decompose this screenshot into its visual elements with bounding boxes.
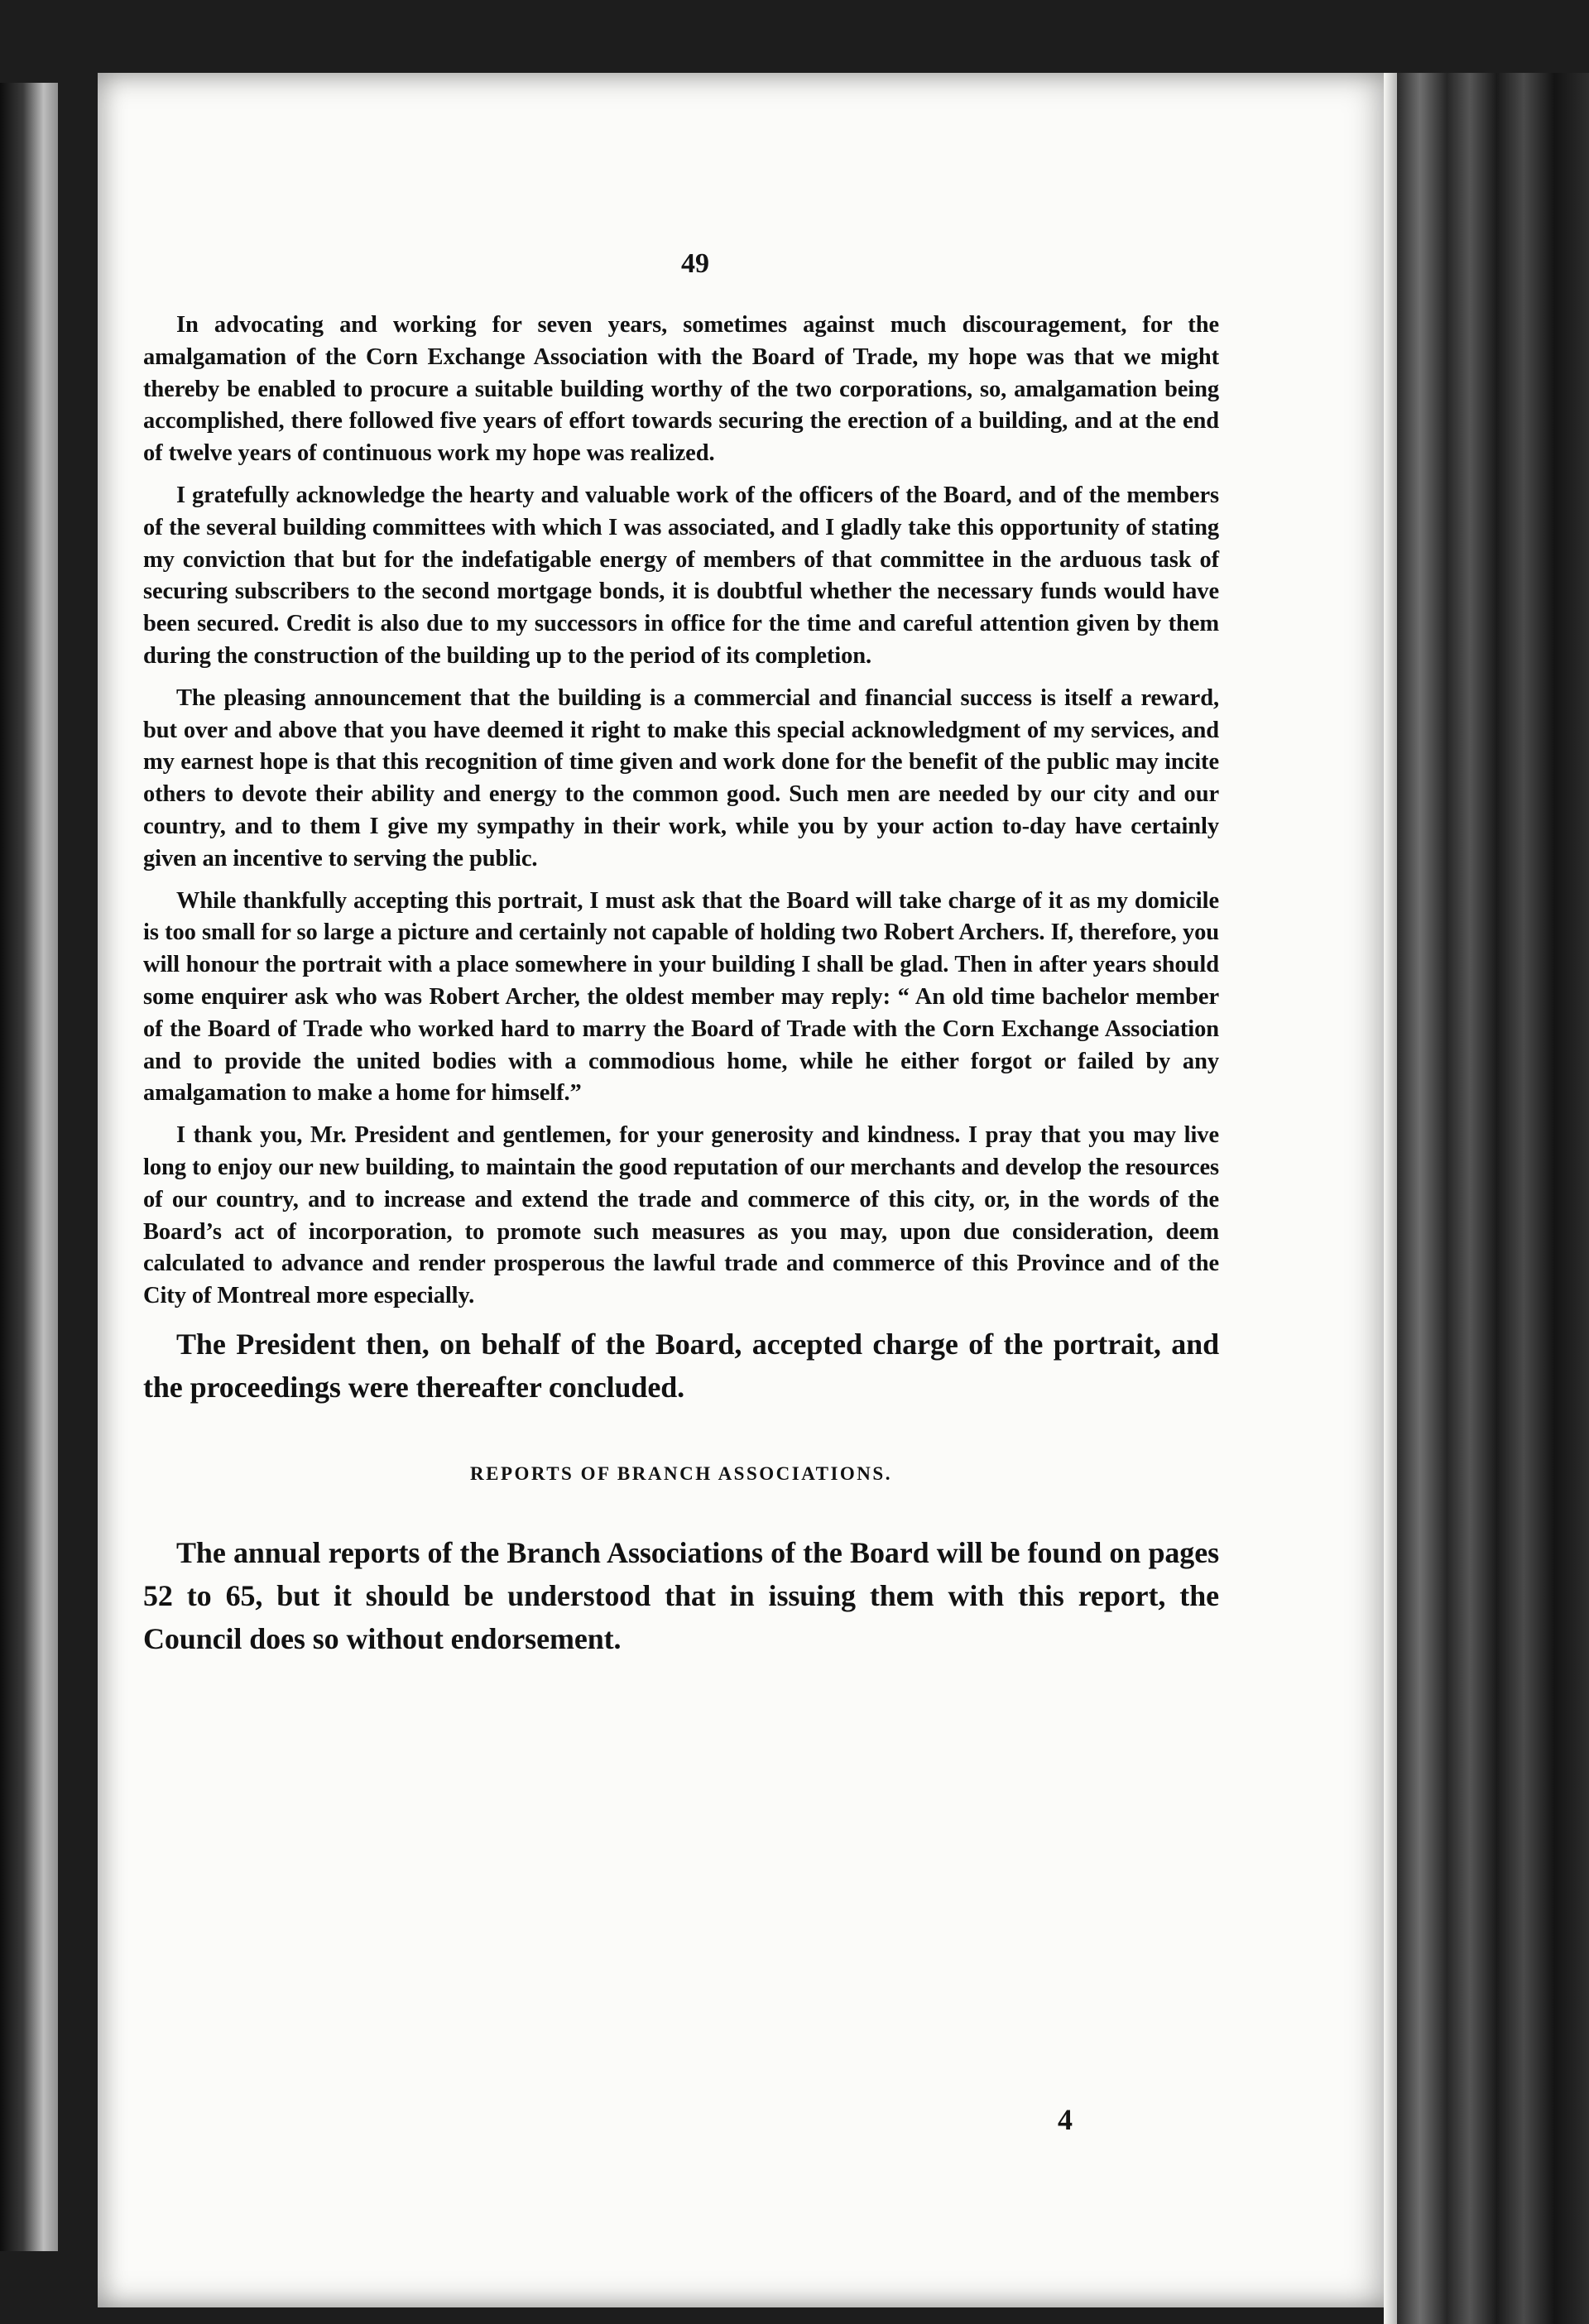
paragraph-amalgamation: In advocating and working for seven years, sometimes against much discouragement, for the amalgamation of the Corn Exchange Association with the Board of Trade, my hope was that we might thereby be enabled to procure a suitable building worthy of the two corporations, so, amalgamation being accomplished, there followed five years of effort towards securing the erection of a building, and at the end of twelve years of continuous work my hope was realized.: [143, 312, 1219, 467]
paragraph-proceedings-concluded: The President then, on behalf of the Board, accepted charge of the portrait, and the proceedings were thereafter concluded.: [143, 1327, 1219, 1404]
paragraph-portrait: While thankfully accepting this portrait, I must ask that the Board will take charge of it as my domicile is too small for so large a picture and certainly not capable of holding two Robert Archers. If, therefore, you will honour the portrait with a place somewhere in your building I shall be glad. Then in after years should some enquirer ask who was Robert Archer, the oldest member may reply: “ An old time bachelor member of the Board of Trade who worked hard to marry the Board of Trade with the Corn Exchange Association and to provide the united bodies with a commodious home, while he either forgot or failed by any amalgamation to make a home for himself.”: [143, 887, 1219, 1107]
left-book-edge: [0, 83, 58, 2251]
body-text: [143, 310, 1219, 1667]
signature-number: 4: [1058, 2103, 1073, 2136]
section-heading: REPORTS OF BRANCH ASSOCIATIONS.: [470, 1462, 892, 1484]
paragraph-thanks: I thank you, Mr. President and gentlemen, for your generosity and kindness. I pray that you may live long to enjoy our new building, to maintain the good reputation of our merchants and develop the resources of our country, and to increase and extend the trade and commerce of this city, or, in the words of the Board’s act of incorporation, to promote such measures as you may, upon due consideration, deem calculated to advance and render prosperous the lawful trade and commerce of this Province and of the City of Montreal more especially.: [143, 1122, 1219, 1309]
page-number: 49: [681, 248, 709, 279]
paragraph-acknowledgment: I gratefully acknowledge the hearty and valuable work of the officers of the Board, and of the members of the several building committees with which I was associated, and I gladly take this opportunity of stating my conviction that but for the indefatigable energy of members of that committee in the arduous task of securing subscribers to the second mortgage bonds, it is doubtful whether the necessary funds would have been secured. Credit is also due to my successors in office for the time and careful attention given by them during the construction of the building up to the period of its completion.: [143, 482, 1219, 669]
right-book-edge: [1397, 73, 1589, 2324]
paragraph-announcement: The pleasing announcement that the building is a commercial and financial success is itself a reward, but over and above that you have deemed it right to make this special acknowledgment of my services, and my earnest hope is that this recognition of time given and work done for the benefit of the public may incite others to devote their ability and energy to the common good. Such men are needed by our city and our country, and to them I give my sympathy in their work, while you by your action to-day have certainly given an incentive to serving the public.: [143, 684, 1219, 872]
paragraph-branch-reports: The annual reports of the Branch Associations of the Board will be found on pages 52 to 65, but it should be understood that in issuing them with this report, the Council does so without endorsement.: [143, 1535, 1219, 1655]
